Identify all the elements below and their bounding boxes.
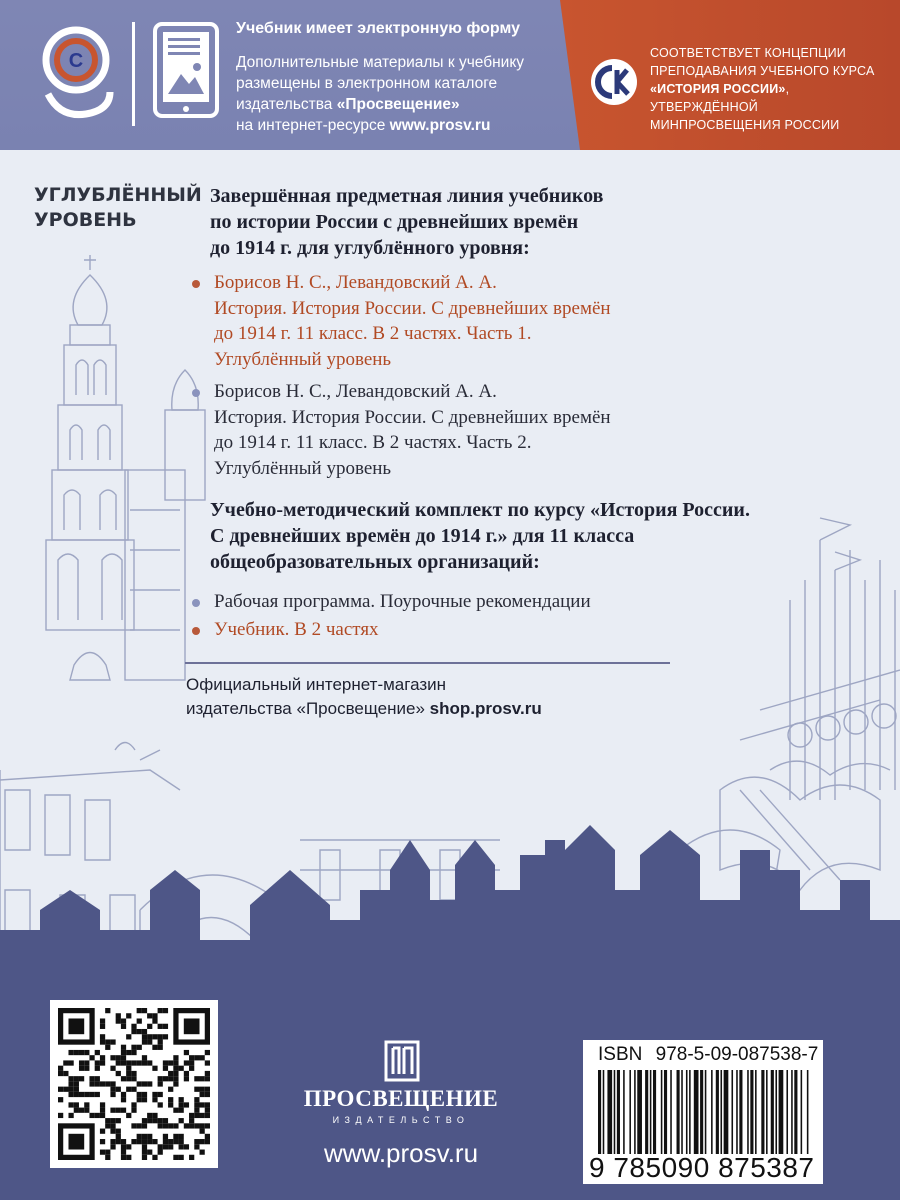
shop-line: Официальный интернет-магазин xyxy=(186,675,447,694)
shop-link[interactable]: shop.prosv.ru xyxy=(429,699,542,718)
isbn-code: 978-5-09-087538-7 xyxy=(655,1044,819,1065)
concept-line xyxy=(650,80,900,116)
textbook-part-1 xyxy=(214,270,611,372)
item-line: до 1914 г. 11 класс. В 2 частях. Часть 1. xyxy=(214,323,532,344)
publisher-sub: ИЗДАТЕЛЬСТВО xyxy=(332,1115,470,1125)
concept-line: МИНПРОСВЕЩЕНИЯ РОССИИ xyxy=(650,118,840,132)
publisher-url[interactable]: www.prosv.ru xyxy=(323,1138,479,1168)
item-line: История. История России. С древнейших времён xyxy=(214,406,611,428)
site-link[interactable]: www.prosv.ru xyxy=(389,117,491,134)
banner-divider xyxy=(132,22,135,126)
item-line: Борисов Н. С., Левандовский А. А. xyxy=(214,381,497,402)
heading-line: Учебно-методический комплект по курсу «История России. xyxy=(210,499,750,521)
isbn-block xyxy=(583,1040,823,1184)
heading-line: до 1914 г. для углублённого уровня: xyxy=(210,237,530,259)
heading-line: по истории России с древнейших времён xyxy=(210,211,579,233)
level-line: УРОВЕНЬ xyxy=(34,209,137,231)
eform-description xyxy=(236,52,524,136)
item-line: Углублённый уровень xyxy=(214,348,392,370)
svg-text:С: С xyxy=(68,50,84,72)
kit-item-textbook: Учебник. В 2 частях xyxy=(214,619,379,640)
qr-code-icon xyxy=(58,1008,210,1160)
bullet xyxy=(192,389,200,397)
item-line: История. История России. С древнейших времён xyxy=(214,297,611,319)
publisher-quoted: «Просвещение» xyxy=(336,96,460,113)
isbn-text xyxy=(598,1044,818,1066)
item-line: до 1914 г. 11 класс. В 2 частях. Часть 2. xyxy=(214,432,532,453)
heading-line: С древнейших времён до 1914 г.» для 11 класса xyxy=(210,525,635,547)
kit-heading xyxy=(210,497,750,575)
shop-info xyxy=(186,673,542,721)
item-line: Борисов Н. С., Левандовский А. А. xyxy=(214,272,497,293)
shop-line-text: издательства «Просвещение» xyxy=(186,699,430,718)
publisher-logo-icon xyxy=(384,1040,420,1082)
bullet xyxy=(192,627,200,635)
eform-line xyxy=(236,94,524,115)
concept-line: ПРЕПОДАВАНИЯ УЧЕБНОГО КУРСА xyxy=(650,64,875,78)
course-name: «ИСТОРИЯ РОССИИ» xyxy=(650,82,786,96)
heading-line: Завершённая предметная линия учебников xyxy=(210,185,604,207)
textbook-part-2 xyxy=(214,379,611,481)
divider xyxy=(185,662,670,664)
line-heading xyxy=(210,183,603,261)
eform-line xyxy=(236,115,524,136)
kit-item-program: Рабочая программа. Поурочные рекомендации xyxy=(214,591,591,612)
heading-line: общеобразовательных организаций: xyxy=(210,551,540,573)
eform-title: Учебник имеет электронную форму xyxy=(236,20,520,37)
isbn-digits: 9 785090 875387 xyxy=(589,1152,815,1183)
qr-code[interactable] xyxy=(50,1000,218,1168)
item-line: Углублённый уровень xyxy=(214,457,392,479)
bullet xyxy=(192,280,200,288)
isbn-label: ISBN xyxy=(598,1044,643,1065)
eform-line-text: издательства xyxy=(236,96,337,113)
electronic-form-logo-icon xyxy=(40,22,116,122)
level-heading xyxy=(34,183,202,233)
ck-logo-icon xyxy=(590,58,638,106)
concept-text xyxy=(650,44,900,134)
eform-line-text: на интернет-ресурсе xyxy=(236,117,390,134)
shop-line xyxy=(186,697,542,721)
publisher-name: ПРОСВЕЩЕНИЕ xyxy=(303,1086,499,1111)
concept-line: СООТВЕТСТВУЕТ КОНЦЕПЦИИ xyxy=(650,46,846,60)
eform-line: Дополнительные материалы к учебнику xyxy=(236,54,525,71)
bullet xyxy=(192,599,200,607)
concept-line-text: , УТВЕРЖДЁННОЙ xyxy=(650,82,790,114)
eform-line: размещены в электронном каталоге xyxy=(236,75,498,92)
tablet-icon xyxy=(153,22,219,118)
level-line: УГЛУБЛЁННЫЙ xyxy=(34,184,202,206)
barcode-icon xyxy=(598,1070,810,1154)
